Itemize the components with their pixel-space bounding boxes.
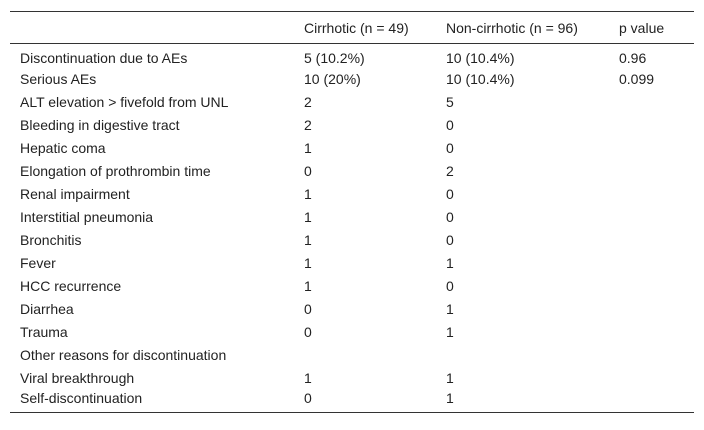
cirrhotic-cell: 2: [304, 116, 312, 133]
p-value-cell: [609, 182, 694, 205]
row-label-cell: Interstitial pneumonia: [20, 208, 154, 225]
cirrhotic-cell: 1: [304, 231, 312, 248]
p-value-cell: [609, 90, 694, 113]
non-cirrhotic-cell: 5: [446, 93, 454, 110]
cirrhotic-cell: 1: [304, 254, 312, 271]
header-row: [10, 12, 694, 44]
cirrhotic-cell: 1: [304, 277, 312, 294]
non-cirrhotic-cell: 1: [446, 323, 454, 340]
table-row: [10, 251, 694, 274]
table-header: [10, 12, 694, 44]
non-cirrhotic-cell: 0: [446, 116, 454, 133]
p-value-cell: [609, 389, 694, 413]
table-row: [10, 159, 694, 182]
p-value-cell: [609, 343, 694, 366]
non-cirrhotic-cell: 1: [446, 300, 454, 317]
non-cirrhotic-cell: 1: [446, 254, 454, 271]
row-label-cell: Bronchitis: [20, 231, 82, 248]
p-value-cell: [609, 205, 694, 228]
cirrhotic-cell: 5 (10.2%): [304, 50, 365, 66]
cirrhotic-cell: 1: [304, 369, 312, 386]
table-row: [10, 389, 694, 413]
row-label-cell: HCC recurrence: [20, 277, 122, 294]
p-value-cell: [609, 136, 694, 159]
row-label-cell: Hepatic coma: [20, 139, 106, 156]
adverse-events-table: [10, 11, 694, 413]
table-body: [10, 44, 694, 413]
header-cell-label: [10, 12, 294, 44]
table-row: [10, 90, 694, 113]
table-row: [10, 274, 694, 297]
p-value-cell: [609, 159, 694, 182]
p-value-cell: [609, 320, 694, 343]
row-label-cell: Viral breakthrough: [20, 369, 135, 386]
non-cirrhotic-cell: 10 (10.4%): [446, 50, 515, 66]
non-cirrhotic-cell: 0: [446, 139, 454, 156]
header-cell-non-cirrhotic: Non-cirrhotic (n = 96): [446, 19, 578, 36]
cirrhotic-cell: 0: [304, 323, 312, 340]
table-row: [10, 343, 694, 366]
row-label-cell: Diarrhea: [20, 300, 74, 317]
non-cirrhotic-cell: 10 (10.4%): [446, 70, 515, 87]
cirrhotic-cell: 10 (20%): [304, 70, 361, 87]
table-row: [10, 67, 694, 90]
row-label-cell: Serious AEs: [20, 70, 97, 87]
row-label-cell: ALT elevation > fivefold from UNL: [20, 93, 229, 110]
cirrhotic-cell: 0: [304, 390, 312, 406]
non-cirrhotic-cell: 0: [446, 208, 454, 225]
cirrhotic-cell: 0: [304, 162, 312, 179]
adverse-events-table-container: [10, 11, 694, 413]
table-row: [10, 182, 694, 205]
p-value-cell: [609, 113, 694, 136]
row-label-cell: Trauma: [20, 323, 68, 340]
non-cirrhotic-cell: [436, 343, 609, 366]
non-cirrhotic-cell: 1: [446, 390, 454, 406]
header-cell-cirrhotic: Cirrhotic (n = 49): [304, 19, 409, 36]
table-row: [10, 44, 694, 68]
p-value-cell: [609, 274, 694, 297]
non-cirrhotic-cell: 0: [446, 277, 454, 294]
table-row: [10, 205, 694, 228]
cirrhotic-cell: [294, 343, 436, 366]
table-row: [10, 366, 694, 389]
p-value-cell: [609, 251, 694, 274]
non-cirrhotic-cell: 0: [446, 231, 454, 248]
p-value-cell: [609, 297, 694, 320]
non-cirrhotic-cell: 1: [446, 369, 454, 386]
p-value-cell: 0.099: [619, 70, 655, 87]
row-label-cell: Bleeding in digestive tract: [20, 116, 180, 133]
row-label-cell: Other reasons for discontinuation: [20, 346, 227, 363]
cirrhotic-cell: 1: [304, 208, 312, 225]
p-value-cell: [609, 366, 694, 389]
cirrhotic-cell: 1: [304, 139, 312, 156]
row-label-cell: Self-discontinuation: [20, 390, 143, 406]
table-row: [10, 113, 694, 136]
row-label-cell: Renal impairment: [20, 185, 130, 202]
row-label-cell: Fever: [20, 254, 56, 271]
table-row: [10, 297, 694, 320]
row-label-cell: Discontinuation due to AEs: [20, 50, 188, 66]
p-value-cell: 0.96: [619, 50, 647, 66]
non-cirrhotic-cell: 2: [446, 162, 454, 179]
cirrhotic-cell: 2: [304, 93, 312, 110]
table-row: [10, 320, 694, 343]
non-cirrhotic-cell: 0: [446, 185, 454, 202]
table-row: [10, 228, 694, 251]
header-cell-p-value: p value: [619, 19, 665, 36]
table-row: [10, 136, 694, 159]
cirrhotic-cell: 1: [304, 185, 312, 202]
p-value-cell: [609, 228, 694, 251]
cirrhotic-cell: 0: [304, 300, 312, 317]
row-label-cell: Elongation of prothrombin time: [20, 162, 211, 179]
